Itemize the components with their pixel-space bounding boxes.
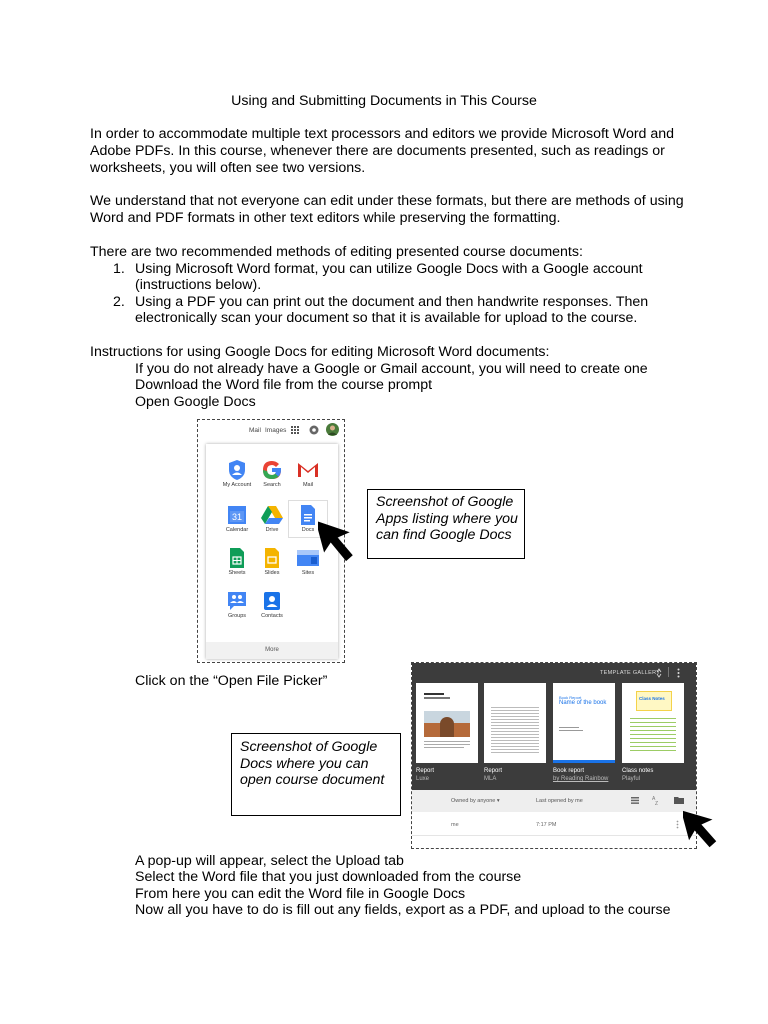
callout-line: Apps listing where you (376, 510, 518, 527)
para2-line-1: We understand that not everyone can edit under these formats, but there are methods of using (90, 193, 684, 209)
account-icon (228, 460, 246, 480)
apps-topbar (198, 420, 344, 442)
instructions-intro: Instructions for using Google Docs for editing Microsoft Word documents: (90, 344, 550, 360)
template-gallery-toggle[interactable]: TEMPLATE GALLERY (600, 670, 661, 676)
app-groups[interactable] (217, 591, 257, 619)
method-1-line-1: Using Microsoft Word format, you can utilize Google Docs with a Google account (135, 261, 643, 277)
app-contacts[interactable] (252, 591, 292, 619)
template-book-report[interactable] (553, 683, 615, 763)
app-my-account[interactable] (217, 460, 257, 488)
callout-google-apps (367, 489, 525, 559)
template-gallery-strip (412, 663, 696, 790)
thumb-line (559, 727, 579, 728)
svg-text:Z: Z (655, 801, 659, 805)
more-button[interactable]: More (206, 642, 338, 659)
pointer-arrow-icon (683, 803, 723, 853)
template-report-mla[interactable] (484, 683, 546, 763)
template-class-notes[interactable] (622, 683, 684, 763)
intro-line-2: Adobe PDFs. In this course, whenever there are documents presented, such as readings or (90, 143, 665, 159)
last-opened-sort[interactable]: Last opened by me (536, 798, 583, 804)
step-export-upload: Now all you have to do is fill out any fields, export as a PDF, and upload to the course (135, 902, 671, 918)
callout-line: Screenshot of Google (240, 739, 378, 755)
thumb-line (424, 697, 450, 699)
thumb-banner (636, 691, 672, 711)
app-label: Contacts (261, 613, 283, 619)
app-label: Sheets (228, 570, 246, 576)
docs-icon (300, 505, 316, 525)
slides-icon (264, 548, 280, 568)
notifications-icon[interactable] (309, 425, 319, 435)
thumb-line (559, 730, 583, 731)
row-owner: me (451, 822, 459, 828)
step-create-account: If you do not already have a Google or Gmail account, you will need to create one (135, 361, 648, 377)
method-number-1: 1. (113, 261, 125, 277)
thumb-class-label: Class Notes (639, 696, 665, 701)
app-label: Docs (301, 527, 315, 533)
app-slides[interactable] (252, 548, 292, 576)
callout-line: can find Google Docs (376, 527, 512, 543)
gmail-icon (297, 460, 319, 480)
app-mail[interactable] (288, 460, 328, 488)
step-open-file-picker: Click on the “Open File Picker” (135, 673, 328, 689)
method-2-line-2: electronically scan your document so that it is available for upload to the course. (135, 310, 638, 326)
callout-line: Screenshot of Google (376, 494, 514, 510)
calendar-day: 31 (231, 512, 243, 522)
callout-google-docs (231, 733, 401, 816)
more-options-icon[interactable] (677, 668, 680, 678)
method-2-line-1: Using a PDF you can print out the document and then handwrite responses. Then (135, 294, 649, 310)
thumb-text (491, 705, 539, 755)
document-title: Using and Submitting Documents in This Course (231, 93, 537, 109)
calendar-icon (227, 505, 247, 525)
callout-line: Docs where you can (240, 755, 369, 772)
app-label: Mail (302, 482, 314, 488)
app-search[interactable] (252, 460, 292, 488)
apps-grid-icon[interactable] (291, 426, 299, 434)
pointer-arrow-icon (318, 513, 360, 569)
app-label: My Account (222, 482, 252, 488)
method-1-line-2: (instructions below). (135, 277, 262, 293)
app-calendar[interactable] (217, 505, 257, 533)
owned-by-dropdown[interactable]: Owned by anyone ▾ (451, 798, 500, 804)
avatar[interactable] (326, 423, 339, 436)
documents-toolbar (412, 790, 696, 812)
groups-icon (227, 591, 247, 611)
template-name: Class notes Playful (622, 768, 654, 782)
template-name: Report MLA (484, 768, 503, 782)
intro-line-1: In order to accommodate multiple text processors and editors we provide Microsoft Word and (90, 126, 675, 142)
mail-link[interactable]: Mail (249, 427, 261, 434)
step-download-word: Download the Word file from the course prompt (135, 377, 433, 393)
methods-intro: There are two recommended methods of editing presented course documents: (90, 244, 583, 260)
app-label: Drive (265, 527, 279, 533)
app-label: Calendar (225, 527, 249, 533)
thumb-photo (424, 711, 470, 737)
thumb-line (424, 741, 470, 742)
template-name: Book report by Reading Rainbow (553, 768, 609, 782)
divider (668, 667, 669, 677)
sheets-icon (229, 548, 245, 568)
callout-line: open course document (240, 772, 385, 788)
app-label: Groups (227, 613, 247, 619)
list-view-icon[interactable] (631, 797, 639, 804)
thumb-line (424, 693, 444, 695)
app-label: Search (263, 482, 281, 488)
step-select-file: Select the Word file that you just downloaded from the course (135, 869, 522, 885)
app-label: Sites (301, 570, 315, 576)
row-more-icon[interactable] (676, 820, 679, 829)
sort-az-icon[interactable] (652, 795, 660, 805)
google-g-icon (262, 460, 282, 480)
document-row[interactable] (412, 813, 696, 836)
contacts-icon (263, 591, 281, 611)
thumb-book-label: Book Report (559, 695, 582, 700)
unfold-icon[interactable] (656, 668, 662, 678)
google-docs-screenshot (411, 662, 697, 849)
intro-line-3: worksheets, you will often see two versions. (90, 160, 366, 176)
thumb-line (424, 747, 464, 748)
thumb-book-name: Name of the book (559, 700, 607, 706)
template-report-luxe[interactable] (416, 683, 478, 763)
app-drive[interactable] (252, 505, 292, 533)
template-name: Report Luxe (416, 768, 435, 782)
step-upload-tab: A pop-up will appear, select the Upload tab (135, 853, 404, 869)
app-label: Slides (264, 570, 280, 576)
svg-text:A: A (652, 796, 656, 802)
para2-line-2: Word and PDF formats in other text editors while preserving the formatting. (90, 210, 561, 226)
step-open-docs: Open Google Docs (135, 394, 256, 410)
method-number-2: 2. (113, 294, 125, 310)
sites-icon (297, 548, 319, 568)
thumb-line (424, 744, 470, 745)
step-edit-file: From here you can edit the Word file in Google Docs (135, 886, 466, 902)
drive-icon (261, 505, 283, 525)
row-time: 7:17 PM (536, 822, 557, 828)
images-link[interactable]: Images (265, 427, 287, 434)
thumb-text (630, 715, 676, 751)
app-sheets[interactable] (217, 548, 257, 576)
